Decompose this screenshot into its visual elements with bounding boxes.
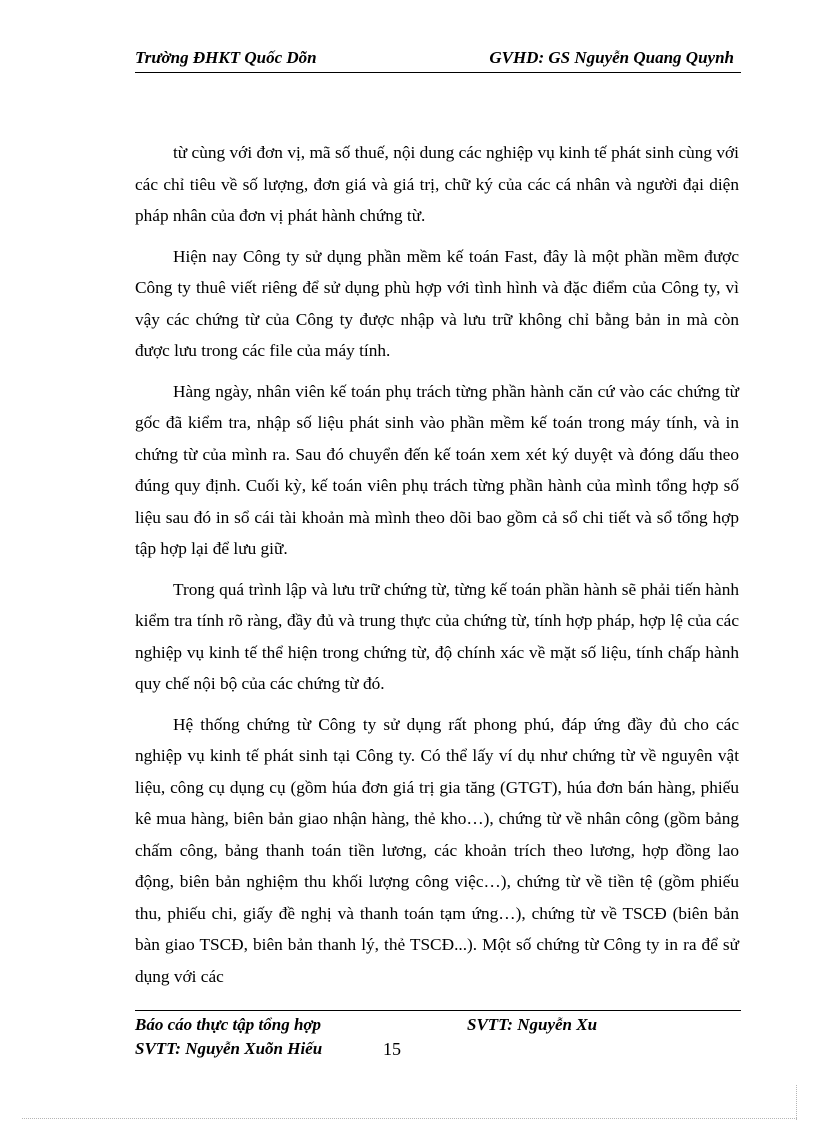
paragraph: Hệ thống chứng từ Công ty sử dụng rất phong phú, đáp ứng đầy đủ cho các nghiệp vụ kinh tế phát sinh tại Công ty. Có thể lấy ví dụ như chứng từ về nguyên vật liệu, công cụ dụng cụ (gồm húa đơn giá trị gia tăng (GTGT), húa đơn bán hàng, phiếu kê mua hàng, biên bản giao nhận hàng, thẻ kho…), chứng từ về nhân công (gồm bảng chấm công, bảng thanh toán tiền lương, các khoản trích theo lương, hợp đồng lao động, biên bản nghiệm thu khối lượng công việc…), chứng từ về tiền tệ (gồm phiếu thu, phiếu chi, giấy đề nghị và thanh toán tạm ứng…), chứng từ về TSCĐ (biên bản bàn giao TSCĐ, biên bản thanh lý, thẻ TSCĐ...). Một số chứng từ Công ty in ra để sử dụng với các <box>135 714 739 986</box>
footer-student-right: SVTT: Nguyễn Xu <box>467 1015 598 1034</box>
header-rule <box>135 72 741 73</box>
paragraph: Hiện nay Công ty sử dụng phần mềm kế toán Fast, đây là một phần mềm được Công ty thuê viết riêng để sử dụng phù hợp với tình hình và đặc điểm của Công ty, vì vậy các chứng từ của Công ty được nhập và lưu trữ không chỉ bằng bản in mà còn được lưu trong các file của máy tính. <box>135 246 739 360</box>
paragraph: Trong quá trình lập và lưu trữ chứng từ, từng kế toán phần hành sẽ phải tiến hành kiểm tra tính rõ ràng, đầy đủ và trung thực của chứng từ, tính hợp pháp, hợp lệ của các nghiệp vụ kinh tế thể hiện trong chứng từ, độ chính xác về mặt số liệu, tính chấp hành quy chế nội bộ của các chứng từ đó. <box>135 579 739 693</box>
paragraph: Hàng ngày, nhân viên kế toán phụ trách từng phần hành căn cứ vào các chứng từ gốc đã kiểm tra, nhập số liệu phát sinh vào phần mềm kế toán trong máy tính, và in chứng từ của mình ra. Sau đó chuyển đến kế toán xem xét ký duyệt và đóng dấu theo đúng quy định. Cuối kỳ, kế toán viên phụ trách từng phần hành của mình tổng hợp số liệu sau đó in sổ cái tài khoản mà mình theo dõi bao gồm cả sổ chi tiết và sổ tổng hợp tập hợp lại để lưu giữ. <box>135 381 739 558</box>
page-footer <box>135 1013 740 1061</box>
footer-student-left: SVTT: Nguyễn Xuõn Hiếu <box>135 1039 323 1058</box>
footer-rule <box>135 1010 741 1011</box>
footer-report-title: Báo cáo thực tập tổng hợp <box>135 1015 322 1034</box>
body-text <box>135 137 739 1001</box>
paragraph: từ cùng với đơn vị, mã số thuế, nội dung các nghiệp vụ kinh tế phát sinh cùng với các chỉ tiêu về số lượng, đơn giá và giá trị, chữ ký của các cá nhân và người đại diện pháp nhân của đơn vị phát hành chứng từ. <box>135 143 739 225</box>
header-school: Trường ĐHKT Quốc Dõn <box>135 48 317 67</box>
header-advisor: GVHD: GS Nguyễn Quang Quynh <box>489 48 734 67</box>
page-number: 15 <box>383 1039 401 1059</box>
page-edge-dotted-line <box>22 1118 797 1119</box>
page-edge-dotted-line-vertical <box>796 1085 797 1120</box>
page-header <box>135 46 740 72</box>
